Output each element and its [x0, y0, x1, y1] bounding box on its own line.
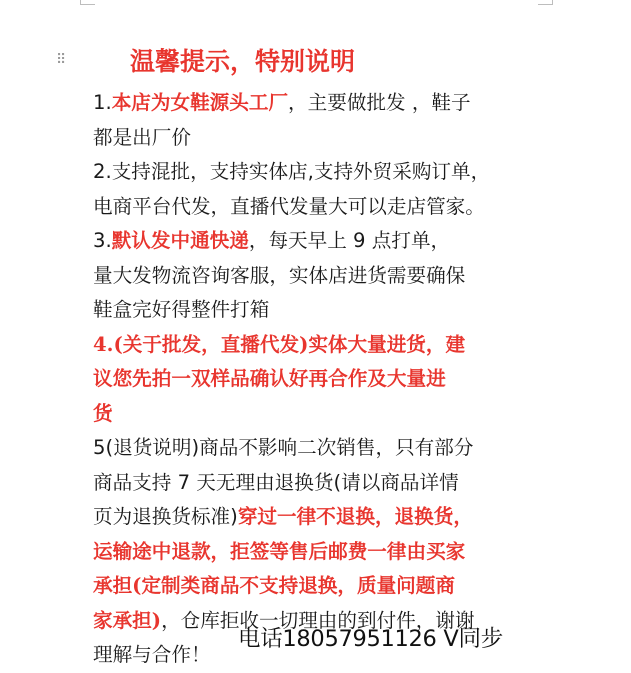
body-text: 鞋盒完好得整件打箱 — [93, 298, 270, 321]
emphasis-text: 4.(关于批发，直播代发)实体大量进货，建 — [93, 332, 466, 356]
document-line — [93, 155, 548, 190]
body-text: ，主要做批发 ，鞋子 — [288, 91, 471, 114]
document-line — [93, 86, 548, 121]
body-text: 页为退换货标准) — [93, 505, 238, 528]
document-title: 温馨提示，特别说明 — [130, 47, 356, 76]
document-line — [93, 328, 548, 363]
body-text: 3. — [93, 229, 112, 252]
document-line — [93, 431, 548, 466]
body-text: ，每天早上 9 点打单， — [248, 229, 451, 252]
drag-handle-icon[interactable]: ⠿ — [56, 52, 65, 68]
body-text: 量大发物流咨询客服，实体店进货需要确保 — [93, 263, 466, 287]
body-text: 电商平台代发，直播代发量大可以走店管家。 — [93, 194, 485, 218]
document-line — [93, 190, 548, 225]
emphasis-text: 承担(定制类商品不支持退换，质量问题商 — [93, 574, 455, 597]
body-text: 都是出厂价 — [93, 125, 191, 149]
emphasis-text: 默认发中通快递 — [111, 229, 249, 252]
body-text: 5(退货说明)商品不影响二次销售，只有部分 — [93, 436, 474, 459]
document-line — [93, 224, 548, 259]
document-line — [93, 121, 548, 156]
page-corner-mark-right — [538, 0, 553, 5]
document-line — [93, 293, 548, 328]
document-line — [93, 466, 548, 501]
body-text: 商品支持 7 天无理由退换货(请以商品详情 — [93, 470, 459, 494]
document-line — [93, 535, 548, 570]
phone-contact-note: 电话18057951126 V同步 — [238, 626, 503, 652]
document-line — [93, 569, 548, 604]
page-corner-mark-left — [80, 0, 95, 5]
body-text: 1. — [93, 91, 112, 114]
body-text: 理解与合作！ — [93, 643, 211, 666]
emphasis-text: 议您先拍一双样品确认好再合作及大量进 — [93, 367, 446, 390]
body-text: 2.支持混批，支持实体店,支持外贸采购订单， — [93, 160, 491, 183]
emphasis-text: 家承担) — [93, 608, 162, 632]
document-line — [93, 362, 548, 397]
document-line — [93, 259, 548, 294]
emphasis-text: 本店为女鞋源头工厂 — [111, 91, 289, 114]
body-text: ，仓库拒收一切理由的到付件，谢谢 — [161, 608, 475, 632]
emphasis-text: 穿过一律不退换，退换货， — [237, 505, 473, 528]
document-line — [93, 500, 548, 535]
emphasis-text: 货 — [93, 401, 113, 425]
document-body — [93, 86, 548, 673]
emphasis-text: 运输途中退款，拒签等售后邮费一律由买家 — [93, 539, 466, 563]
document-line — [93, 397, 548, 432]
